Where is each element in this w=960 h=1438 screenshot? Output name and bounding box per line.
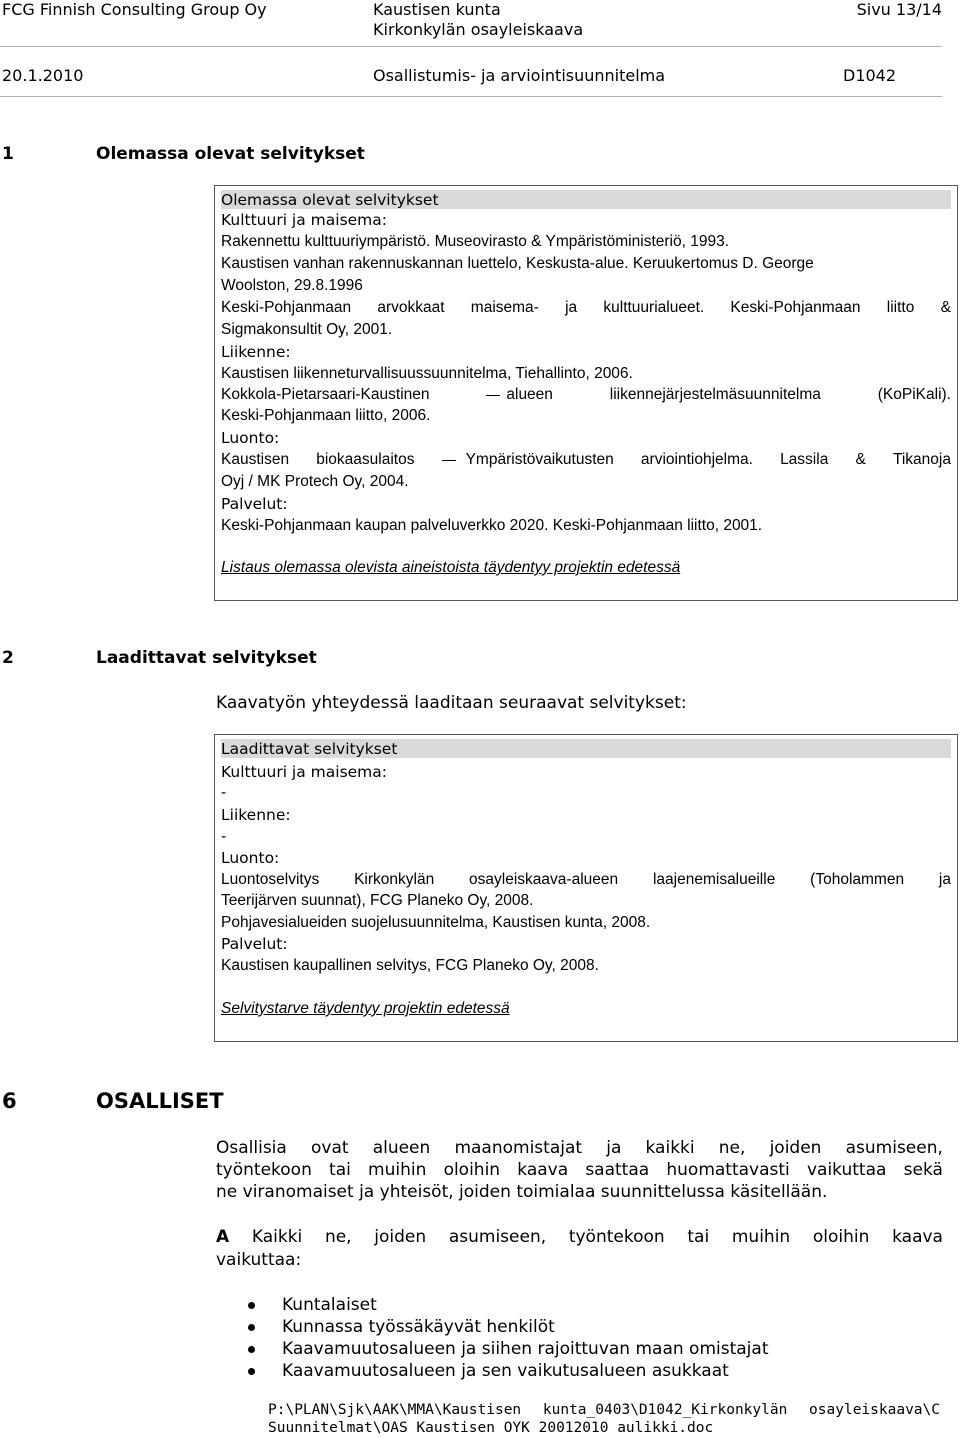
study-line: Sigmakonsultit Oy, 2001. <box>221 321 393 338</box>
document-title: Osallistumis- ja arviointisuunnitelma <box>373 66 666 85</box>
section-2-intro: Kaavatyön yhteydessä laaditaan seuraavat selvitykset: <box>216 693 687 713</box>
paragraph-line-justified <box>216 1159 943 1181</box>
section-2-title: Laadittavat selvitykset <box>96 648 317 668</box>
category-services: Palvelut: <box>221 495 288 513</box>
word: alueen <box>372 1138 431 1158</box>
word: asumiseen, <box>448 1227 547 1247</box>
word: alueen <box>506 386 553 403</box>
dash-mark <box>442 460 456 461</box>
word: ovat <box>310 1138 349 1158</box>
category-culture: Kulttuuri ja maisema: <box>221 211 387 229</box>
word: & <box>855 451 866 468</box>
word: tai <box>329 1160 351 1180</box>
word: kaava <box>517 1160 569 1180</box>
category-traffic: Liikenne: <box>221 806 291 824</box>
list-item: Kaavamuutosalueen ja sen vaikutusalueen asukkaat <box>216 1360 768 1382</box>
page-number: Sivu 13/14 <box>856 0 942 19</box>
word: kaava <box>892 1227 943 1247</box>
existing-studies-box <box>214 185 958 601</box>
paragraph-line: vaikuttaa: <box>216 1250 302 1270</box>
word: osayleiskaava-alueen <box>469 871 619 888</box>
group-letter: A <box>216 1227 230 1247</box>
study-line: Kaustisen vanhan rakennuskannan luettelo, Keskusta-alue. Keruukertomus D. George <box>221 255 814 272</box>
study-line: - <box>221 784 227 801</box>
document-code: D1042 <box>843 66 897 85</box>
list-item: Kaavamuutosalueen ja siihen rajoittuvan maan omistajat <box>216 1338 768 1360</box>
company-name: FCG Finnish Consulting Group Oy <box>2 0 267 19</box>
word: (Toholammen <box>810 871 905 888</box>
path-segment: osayleiskaava\C <box>809 1402 940 1418</box>
word: työntekoon <box>568 1227 665 1247</box>
document-date: 20.1.2010 <box>2 66 84 85</box>
section-1-number: 1 <box>2 144 14 164</box>
word: laajenemisalueille <box>652 871 776 888</box>
category-services: Palvelut: <box>221 935 288 953</box>
word: liitto <box>886 299 915 316</box>
project-name: Kirkonkylän osayleiskaava <box>373 20 584 39</box>
word: Luontoselvitys <box>221 871 320 888</box>
client-name: Kaustisen kunta <box>373 0 501 19</box>
study-line: Teerijärven suunnat), FCG Planeko Oy, 2008. <box>221 892 534 909</box>
path-segment: kunta_0403\D1042_Kirkonkylän <box>542 1402 788 1418</box>
word: saattaa <box>585 1160 650 1180</box>
header-divider-2 <box>0 96 942 97</box>
word: maanomistajat <box>454 1138 583 1158</box>
study-line-justified <box>221 870 951 890</box>
list-item: Kuntalaiset <box>216 1294 768 1316</box>
word: Kaustisen <box>221 451 290 468</box>
word: tai <box>687 1227 710 1247</box>
section-6-number: 6 <box>2 1089 17 1113</box>
word: & <box>940 299 951 316</box>
word: muihin <box>368 1160 427 1180</box>
paragraph-line-justified <box>216 1226 943 1248</box>
footer-path-line-2: Suunnitelmat\OAS Kaustisen OYK 20012010 aulikki.doc <box>268 1420 714 1436</box>
list-item: Kunnassa työssäkäyvät henkilöt <box>216 1316 768 1338</box>
word: kulttuurialueet. <box>603 299 705 316</box>
study-line: Rakennettu kulttuuriympäristö. Museovirasto & Ympäristöministeriö, 1993. <box>221 233 729 250</box>
word: ja <box>606 1138 622 1158</box>
word: oloihin <box>812 1227 870 1247</box>
study-line-justified <box>221 450 951 470</box>
study-line: - <box>221 828 227 845</box>
study-line: Pohjavesialueiden suojelusuunnitelma, Kaustisen kunta, 2008. <box>221 914 651 931</box>
word: Kaikki <box>251 1227 303 1247</box>
study-line-justified <box>221 298 951 318</box>
footer-path-line <box>268 1402 940 1418</box>
category-culture: Kulttuuri ja maisema: <box>221 763 387 781</box>
word: Ympäristövaikutusten <box>465 451 614 468</box>
word: arvokkaat <box>377 299 445 316</box>
word: vaikuttaa <box>806 1160 887 1180</box>
word: Tikanoja <box>892 451 951 468</box>
word: joiden <box>769 1138 822 1158</box>
word: ja <box>565 299 578 316</box>
paragraph-line-justified <box>216 1137 943 1159</box>
word: maisema- <box>470 299 539 316</box>
word: kaikki <box>645 1138 695 1158</box>
study-line: Oyj / MK Protech Oy, 2004. <box>221 473 409 490</box>
word: Osallisia <box>216 1138 287 1158</box>
study-line: Kaustisen liikenneturvallisuussuunnitelma, Tiehallinto, 2006. <box>221 365 633 382</box>
word: työntekoon <box>216 1160 312 1180</box>
study-line-justified <box>221 385 951 405</box>
section-6-title: OSALLISET <box>96 1089 224 1113</box>
path-segment: P:\PLAN\Sjk\AAK\MMA\Kaustisen <box>268 1402 522 1418</box>
planned-studies-box <box>214 734 958 1042</box>
paragraph-line: ne viranomaiset ja yhteisöt, joiden toimialaa suunnittelussa käsitellään. <box>216 1182 828 1202</box>
stakeholder-list <box>216 1294 768 1382</box>
box-note: Selvitystarve täydentyy projektin edetessä <box>221 1000 510 1017</box>
box-header: Olemassa olevat selvitykset <box>221 191 439 209</box>
category-traffic: Liikenne: <box>221 343 291 361</box>
study-line: Keski-Pohjanmaan kaupan palveluverkko 2020. Keski-Pohjanmaan liitto, 2001. <box>221 517 763 534</box>
word: ne, <box>324 1227 352 1247</box>
study-line: Keski-Pohjanmaan liitto, 2006. <box>221 407 431 424</box>
word: huomattavasti <box>666 1160 790 1180</box>
word: asumiseen, <box>845 1138 943 1158</box>
section-1-title: Olemassa olevat selvitykset <box>96 144 365 164</box>
word: Kirkonkylän <box>354 871 435 888</box>
study-line: Woolston, 29.8.1996 <box>221 277 363 294</box>
word: Keski-Pohjanmaan <box>730 299 861 316</box>
word: (KoPiKali). <box>877 386 951 403</box>
word: liikennejärjestelmäsuunnitelma <box>609 386 821 403</box>
word: ja <box>938 871 951 888</box>
word: ne, <box>718 1138 746 1158</box>
word: Keski-Pohjanmaan <box>221 299 352 316</box>
box-header: Laadittavat selvitykset <box>221 740 398 758</box>
header-divider <box>0 46 942 47</box>
word: oloihin <box>443 1160 501 1180</box>
word: Kokkola-Pietarsaari-Kaustinen <box>221 386 430 403</box>
word: muihin <box>731 1227 791 1247</box>
word: joiden <box>374 1227 427 1247</box>
word: biokaasulaitos <box>316 451 415 468</box>
dash-mark <box>486 395 500 396</box>
category-nature: Luonto: <box>221 429 280 447</box>
word: arviointiohjelma. <box>640 451 753 468</box>
word: sekä <box>903 1160 943 1180</box>
word: Lassila <box>780 451 829 468</box>
category-nature: Luonto: <box>221 849 280 867</box>
study-line: Kaustisen kaupallinen selvitys, FCG Planeko Oy, 2008. <box>221 957 599 974</box>
section-2-number: 2 <box>2 648 14 668</box>
box-note: Listaus olemassa olevista aineistoista täydentyy projektin edetessä <box>221 559 681 576</box>
